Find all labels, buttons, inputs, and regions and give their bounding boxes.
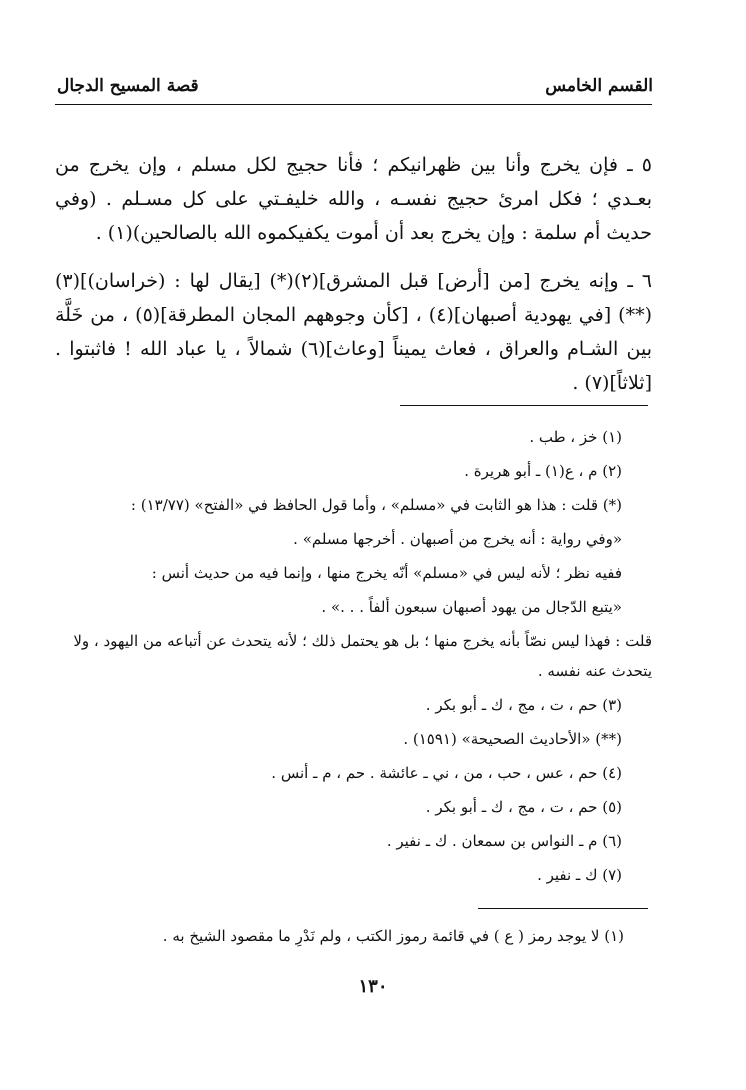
page-number: ١٣٠	[358, 976, 388, 997]
footnote-line: (٦) م ـ النواس بن سمعان . ك ـ نفير .	[386, 832, 622, 850]
editor-note-divider	[478, 908, 648, 909]
paragraph-6: ٦ ـ وإنه يخرج [من [أرض] قبل المشرق](٢)(*) [يقال لها : (خراسان)](٣)(**) [في يهودية أصبهان](٤) ، [كأن وجوههم المجان المطرقة](٥) ، من خَلَّة بين الشـام والعراق ، فعاث يميناً [وعاث](٦) شمالاً ، يا عباد الله ! فاثبتوا . [ثلاثاً](٧) .	[55, 270, 652, 394]
chapter-title: قصة المسيح الدجال	[57, 76, 199, 96]
footnote-line: (٣) حم ، ت ، مج ، ك ـ أبو بكر .	[425, 696, 622, 714]
footnote-line: (٢) م ، ع(١) ـ أبو هريرة .	[464, 462, 622, 480]
footnote-line: (٧) ك ـ نفير .	[537, 866, 622, 884]
comment-line: ففيه نظر ؛ لأنه ليس في «مسلم» أنّه يخرج منها ، وإنما فيه من حديث أنس :	[151, 564, 622, 582]
footnote-divider	[400, 405, 648, 406]
comment-line: (**) «الأحاديث الصحيحة» (١٥٩١) .	[403, 730, 622, 748]
footnotes	[55, 422, 652, 894]
comment-line: (*) قلت : هذا هو الثابت في «مسلم» ، وأما قول الحافظ في «الفتح» (١٣/٧٧) :	[130, 496, 622, 514]
footnote-line: (٤) حم ، عس ، حب ، من ، ني ـ عائشة . حم ، م ـ أنس .	[271, 764, 622, 782]
comment-line: قلت : فهذا ليس نصّاً بأنه يخرج منها ؛ بل هو يحتمل ذلك ؛ لأنه يتحدث عن أتباعه من اليهود ، ولا يتحدث عنه نفسه .	[73, 632, 652, 680]
section-heading: القسم الخامس	[545, 76, 653, 96]
footnote-line: (١) خز ، طب .	[529, 428, 622, 446]
editor-footnote: (١) لا يوجد رمز ( ع ) في قائمة رموز الكتب ، ولم نَدْرِ ما مقصود الشيخ به .	[162, 927, 624, 945]
paragraph-5: ٥ ـ فإن يخرج وأنا بين ظهرانيكم ؛ فأنا حجيج لكل مسلم ، وإن يخرج من بعـدي ؛ فكل امرئ حجيج نفسـه ، والله خليفـتي على كل مسـلم . (وفي حديث أم سلمة : وإن يخرج بعد أن أموت يكفيكموه الله بالصالحين)(١) .	[55, 154, 652, 244]
footnote-line: (٥) حم ، ت ، مج ، ك ـ أبو بكر .	[425, 798, 622, 816]
header-divider	[55, 104, 652, 105]
comment-line: «يتبع الدّجال من يهود أصبهان سبعون ألفاً . . .» .	[321, 598, 622, 616]
comment-line: «وفي رواية : أنه يخرج من أصبهان . أخرجها مسلم» .	[293, 530, 622, 548]
main-text	[55, 148, 652, 414]
